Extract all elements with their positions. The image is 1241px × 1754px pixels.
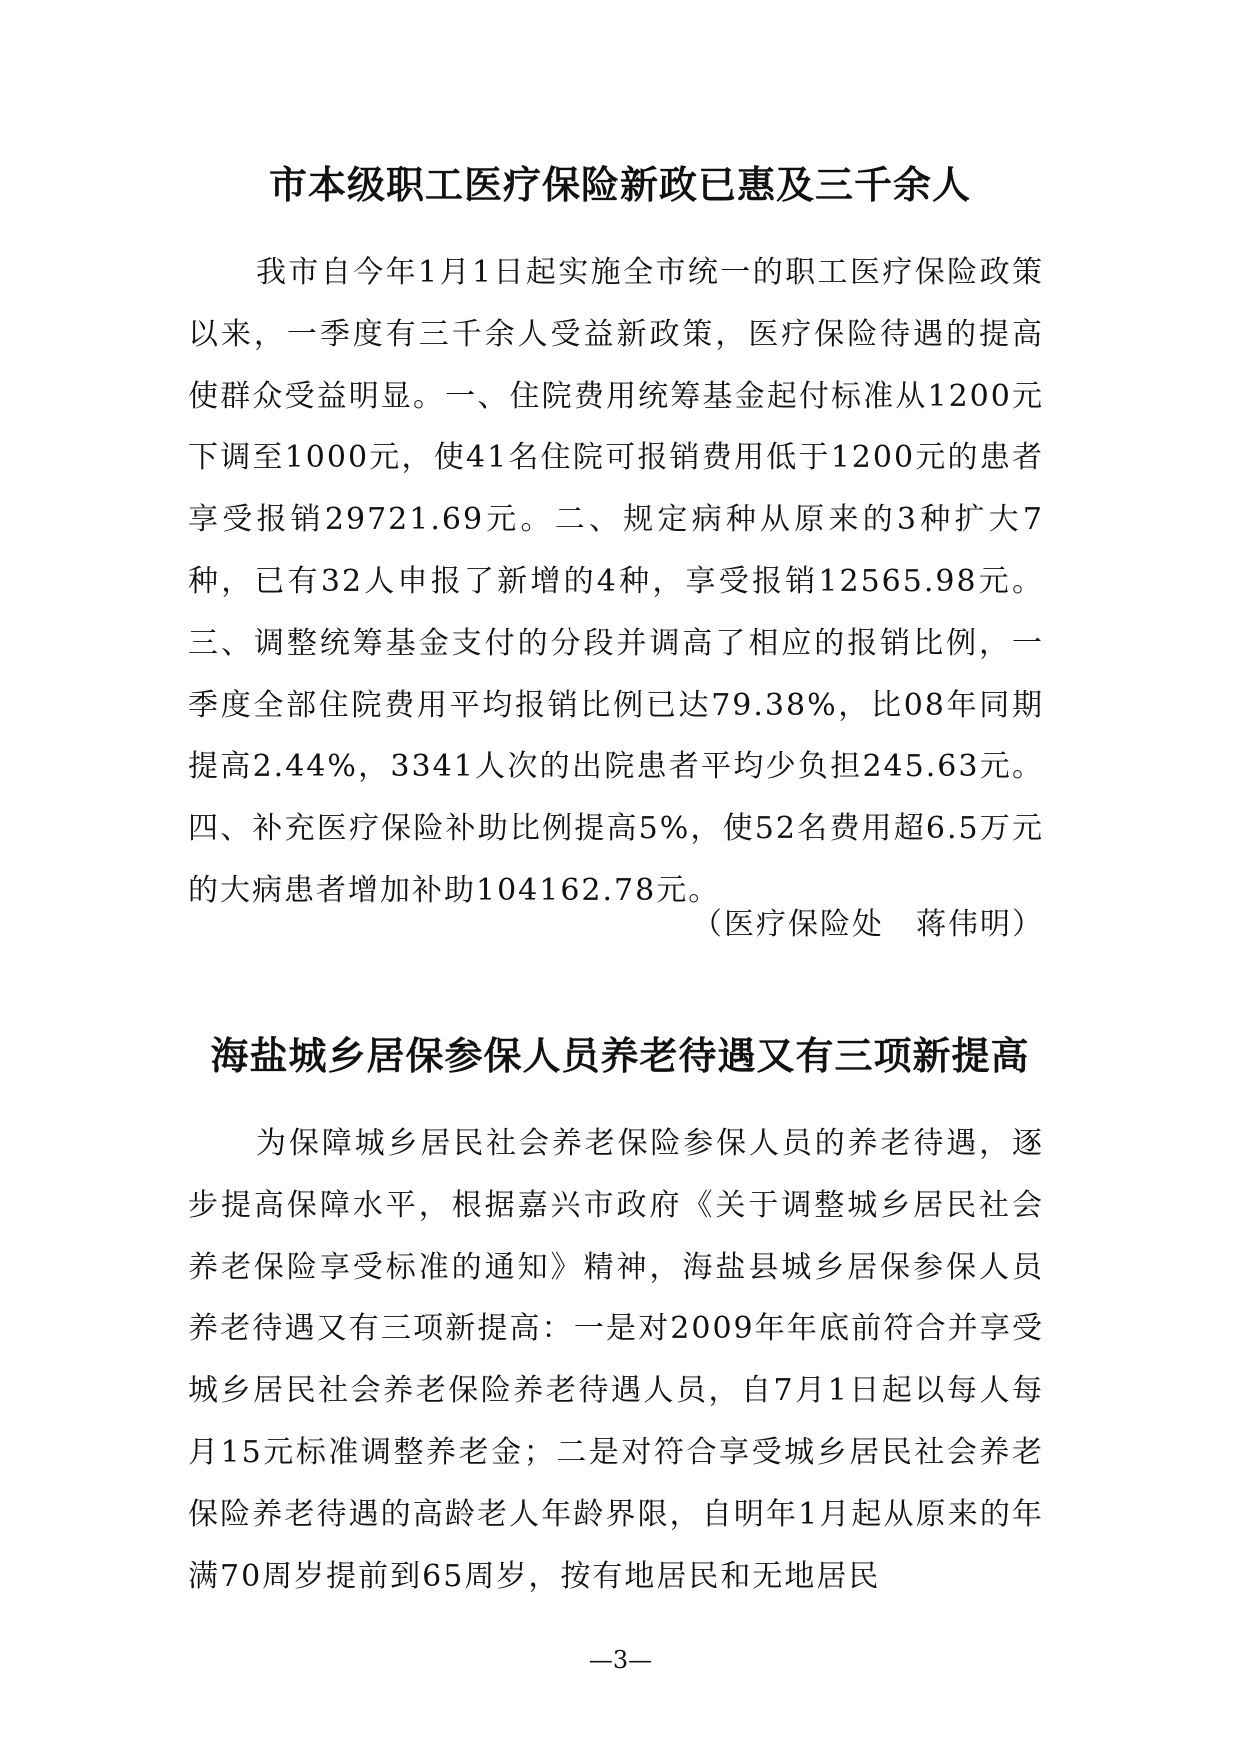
article-1-title: 市本级职工医疗保险新政已惠及三千余人 [268, 163, 971, 207]
page-number: —3— [588, 1646, 653, 1674]
article-1-body: 我市自今年1月1日起实施全市统一的职工医疗保险政策以来，一季度有三千余人受益新政策，医疗保险待遇的提高使群众受益明显。一、住院费用统筹基金起付标准从1200元下调至1000元，使41名住院可报销费用低于1200元的患者享受报销29721.69元。二、规定病种从原来的3种扩大7种，已有32人申报了新增的4种，享受报销12565.98元。三、调整统筹基金支付的分段并调高了相应的报销比例，一季度全部住院费用平均报销比例已达79.38%，比08年同期提高2.44%，3341人次的出院患者平均少负担245.63元。四、补充医疗保险补助比例提高5%，使52名费用超6.5万元的大病患者增加补助104162.78元。 [188, 255, 1044, 908]
article-2-title: 海盐城乡居保参保人员养老待遇又有三项新提高 [210, 1034, 1030, 1078]
article-1-byline: （医疗保险处 蒋伟明） [692, 907, 1044, 942]
article-2-body: 为保障城乡居民社会养老保险参保人员的养老待遇，逐步提高保障水平，根据嘉兴市政府《关于调整城乡居民社会养老保险享受标准的通知》精神，海盐县城乡居保参保人员养老待遇又有三项新提高：一是对2009年年底前符合并享受城乡居民社会养老保险养老待遇人员，自7月1日起以每人每月15元标准调整养老金；二是对符合享受城乡居民社会养老保险养老待遇的高龄老人年龄界限，自明年1月起从原来的年满70周岁提前到65周岁，按有地居民和无地居民 [188, 1126, 1044, 1594]
